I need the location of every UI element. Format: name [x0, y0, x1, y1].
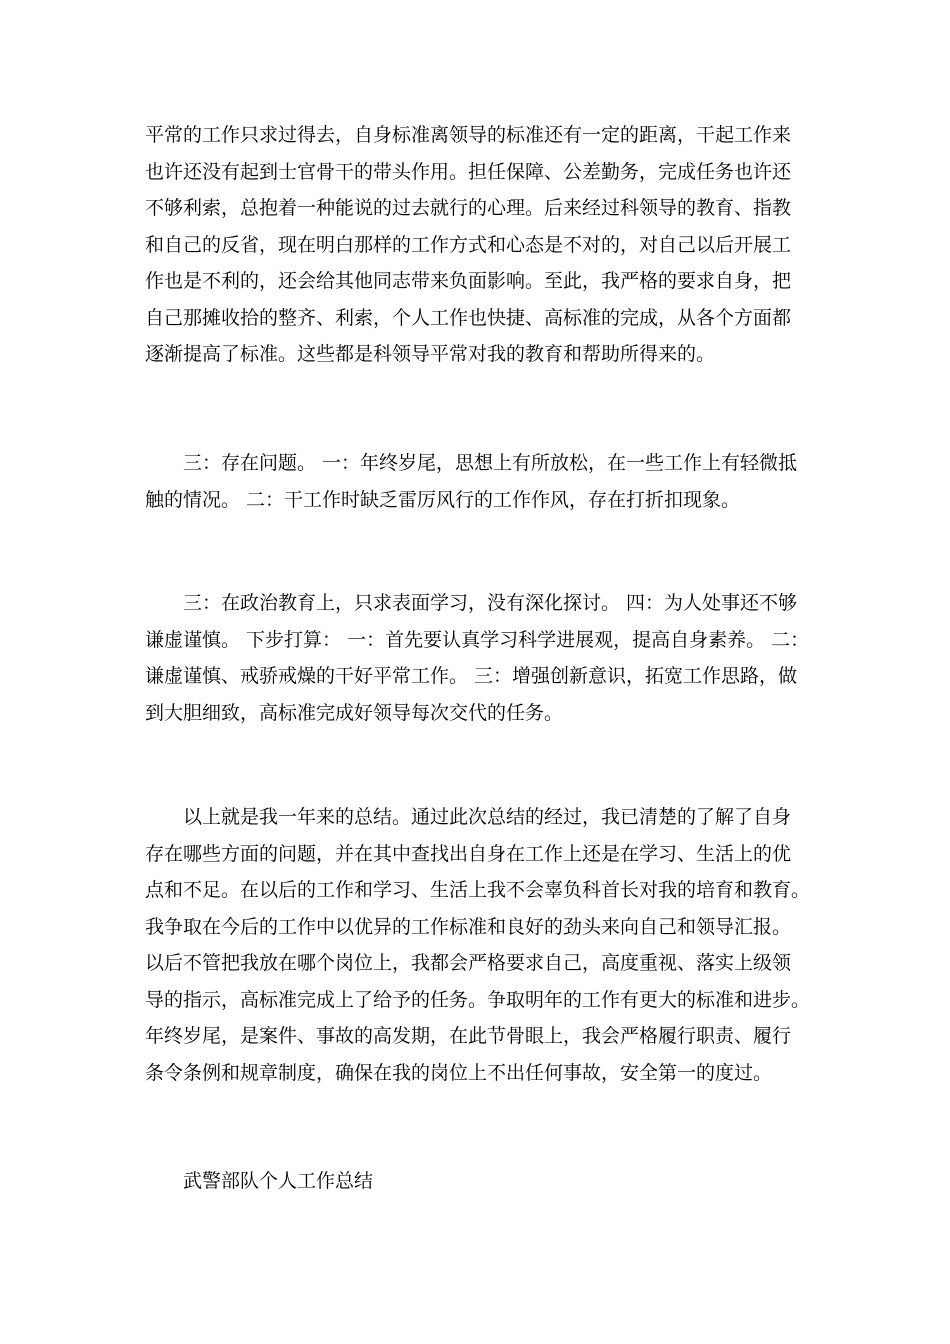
text-line: 以后不管把我放在哪个岗位上，我都会严格要求自己，高度重视、落实上级领 [145, 952, 792, 974]
text-line: 作也是不利的，还会给其他同志带来负面影响。至此，我严格的要求自身，把 [145, 270, 792, 292]
text-line: 我争取在今后的工作中以优异的工作标准和良好的劲头来向自己和领导汇报。 [145, 915, 792, 938]
text-line: 武警部队个人工作总结 [145, 1170, 374, 1192]
text-line: 谦虚谨慎、戒骄戒燥的干好平常工作。 三：增强创新意识，拓宽工作思路，做 [145, 665, 798, 687]
text-line: 三：存在问题。 一：年终岁尾，思想上有所放松，在一些工作上有轻微抵 [145, 452, 798, 474]
text-line: 平常的工作只求过得去，自身标准离领导的标准还有一定的距离，干起工作来 [145, 124, 792, 146]
text-line: 自己那摊收拾的整齐、利索，个人工作也快捷、高标准的完成，从各个方面都 [145, 306, 792, 329]
text-line: 逐渐提高了标准。这些都是科领导平常对我的教育和帮助所得来的。 [145, 343, 716, 365]
text-line: 三：在政治教育上，只求表面学习，没有深化探讨。 四：为人处事还不够 [145, 592, 798, 614]
paragraph-conclusion [145, 799, 815, 1091]
paragraph-work-attitude [145, 117, 815, 373]
text-line: 年终岁尾，是案件、事故的高发期，在此节骨眼上，我会严格履行职责、履行 [145, 1025, 792, 1047]
text-line: 导的指示，高标准完成上了给予的任务。争取明年的工作有更大的标准和进步。 [145, 988, 811, 1011]
text-line: 不够利索，总抱着一种能说的过去就行的心理。后来经过科领导的教育、指教 [145, 197, 792, 219]
text-line: 也许还没有起到士官骨干的带头作用。担任保障、公差勤务，完成任务也许还 [145, 160, 792, 183]
paragraph-next-plans [145, 585, 815, 731]
text-line: 和自己的反省，现在明白那样的工作方式和心态是不对的，对自己以后开展工 [145, 233, 792, 256]
text-line: 存在哪些方面的问题，并在其中查找出自身在工作上还是在学习、生活上的优 [145, 842, 792, 865]
text-line: 谦虚谨慎。 下步打算： 一：首先要认真学习科学进展观，提高自身素养。 二： [145, 628, 810, 651]
text-line: 触的情况。 二：干工作时缺乏雷厉风行的工作作风，存在打折扣现象。 [145, 488, 741, 511]
text-line: 以上就是我一年来的总结。通过此次总结的经过，我已清楚的了解了自身 [145, 806, 792, 828]
paragraph-next-title [145, 1163, 815, 1200]
text-line: 到大胆细致，高标准完成好领导每次交代的任务。 [145, 701, 564, 724]
paragraph-existing-problems [145, 445, 815, 518]
text-line: 点和不足。在以后的工作和学习、生活上我不会辜负科首长对我的培育和教育。 [145, 879, 811, 901]
text-line: 条令条例和规章制度，确保在我的岗位上不出任何事故，安全第一的度过。 [145, 1061, 773, 1084]
